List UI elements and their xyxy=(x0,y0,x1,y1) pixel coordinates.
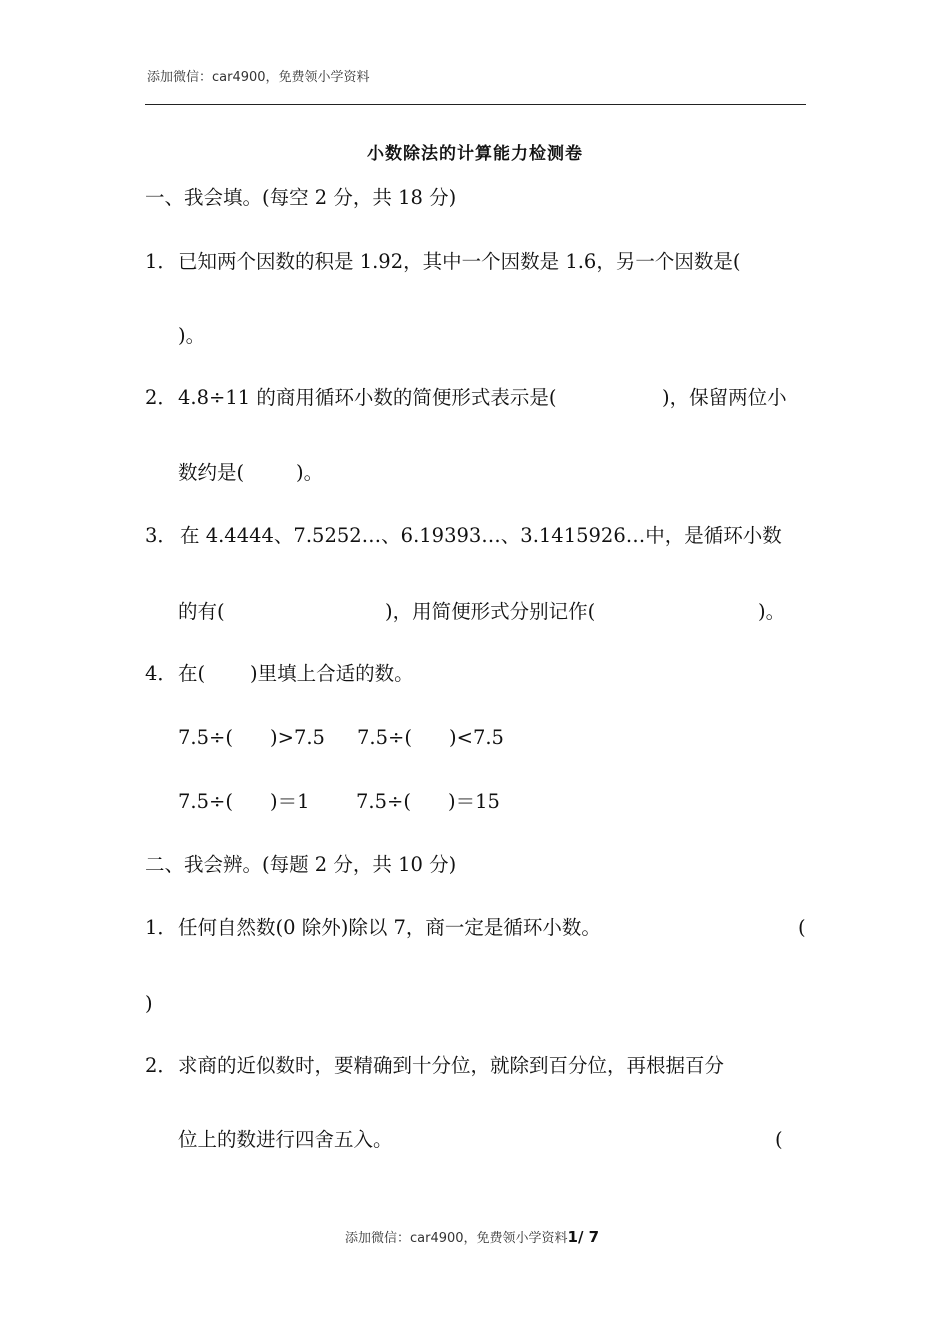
q4-stem-a: 在( xyxy=(178,662,206,685)
q4-row1-b: )>7.5 xyxy=(270,726,325,749)
q4-row1-d: )<7.5 xyxy=(449,726,504,749)
footer xyxy=(345,1227,599,1246)
page-title: 小数除法的计算能力检测卷 xyxy=(367,144,583,164)
q2-line2-a: 数约是( xyxy=(178,461,245,484)
q3-line2-b: )，用简便形式分别记作( xyxy=(385,600,596,623)
q3-line2-c: )。 xyxy=(758,600,786,623)
section2-heading: 二、我会辨。(每题 2 分，共 10 分) xyxy=(145,853,457,876)
q1-number: 1． xyxy=(145,250,177,273)
q4-stem-b: )里填上合适的数。 xyxy=(250,662,414,685)
header-watermark: 添加微信：car4900，免费领小学资料 xyxy=(147,70,370,85)
s2-q1-text: 任何自然数(0 除外)除以 7，商一定是循环小数。 xyxy=(178,916,601,939)
s2-q1-number: 1． xyxy=(145,916,177,939)
s2-q2-line1: 求商的近似数时，要精确到十分位，就除到百分位，再根据百分 xyxy=(178,1054,725,1077)
q2-line2-b: )。 xyxy=(296,461,324,484)
footer-watermark: 添加微信：car4900，免费领小学资料 xyxy=(345,1231,568,1246)
s2-q2-line2: 位上的数进行四舍五入。 xyxy=(178,1128,393,1151)
q2-line1-a: 4.8÷11 的商用循环小数的简便形式表示是( xyxy=(178,386,557,409)
q4-row1-a: 7.5÷( xyxy=(178,726,233,749)
s2-q2-number: 2． xyxy=(145,1054,177,1077)
s2-q1-open-paren: ( xyxy=(798,916,806,939)
q4-row2-b: )＝1 xyxy=(270,790,310,813)
s2-q2-open-paren: ( xyxy=(775,1128,783,1151)
q2-number: 2． xyxy=(145,386,177,409)
q3-line2-a: 的有( xyxy=(178,600,225,623)
q2-line1-b: )，保留两位小 xyxy=(662,386,787,409)
q4-row2-c: 7.5÷( xyxy=(356,790,411,813)
q1-line2: )。 xyxy=(178,324,206,347)
q4-number: 4． xyxy=(145,662,177,685)
section1-heading: 一、我会填。(每空 2 分，共 18 分) xyxy=(145,186,457,209)
s2-q1-close-paren: ) xyxy=(145,992,153,1015)
q4-row2-a: 7.5÷( xyxy=(178,790,233,813)
page-number: 1/ 7 xyxy=(567,1228,600,1246)
header-rule xyxy=(145,104,806,105)
q4-row1-c: 7.5÷( xyxy=(357,726,412,749)
q1-line1: 已知两个因数的积是 1.92，其中一个因数是 1.6，另一个因数是( xyxy=(178,250,741,273)
q4-row2-d: )＝15 xyxy=(448,790,500,813)
q3-number: 3． xyxy=(145,524,177,547)
q3-line1: 在 4.4444、7.5252…、6.19393…、3.1415926…中，是循环小数 xyxy=(180,524,782,547)
